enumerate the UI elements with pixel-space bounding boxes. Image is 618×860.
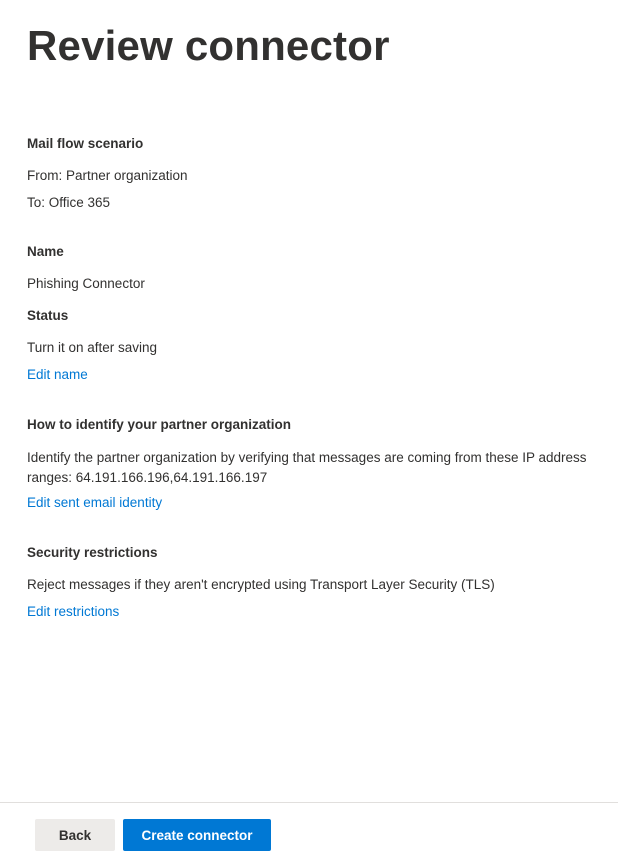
back-button[interactable]: Back	[35, 819, 115, 851]
edit-sent-email-identity-link[interactable]: Edit sent email identity	[27, 495, 163, 510]
security-heading: Security restrictions	[27, 545, 158, 560]
edit-restrictions-link[interactable]: Edit restrictions	[27, 604, 120, 619]
page-title: Review connector	[27, 22, 390, 69]
identify-description: Identify the partner organization by verifying that messages are coming from these IP address ranges: 64.191.166.196,64.191.166.197	[27, 450, 587, 485]
identify-heading: How to identify your partner organization	[27, 417, 292, 432]
mail-flow-heading: Mail flow scenario	[27, 136, 144, 151]
footer-bar	[0, 802, 618, 860]
status-heading: Status	[27, 308, 69, 323]
edit-name-link[interactable]: Edit name	[27, 367, 88, 382]
name-value: Phishing Connector	[27, 276, 145, 291]
name-heading: Name	[27, 244, 64, 259]
create-connector-button[interactable]: Create connector	[123, 819, 271, 851]
status-value: Turn it on after saving	[27, 340, 158, 355]
security-description: Reject messages if they aren't encrypted using Transport Layer Security (TLS)	[27, 577, 495, 592]
mail-flow-from: From: Partner organization	[27, 168, 188, 183]
mail-flow-to: To: Office 365	[27, 195, 111, 210]
